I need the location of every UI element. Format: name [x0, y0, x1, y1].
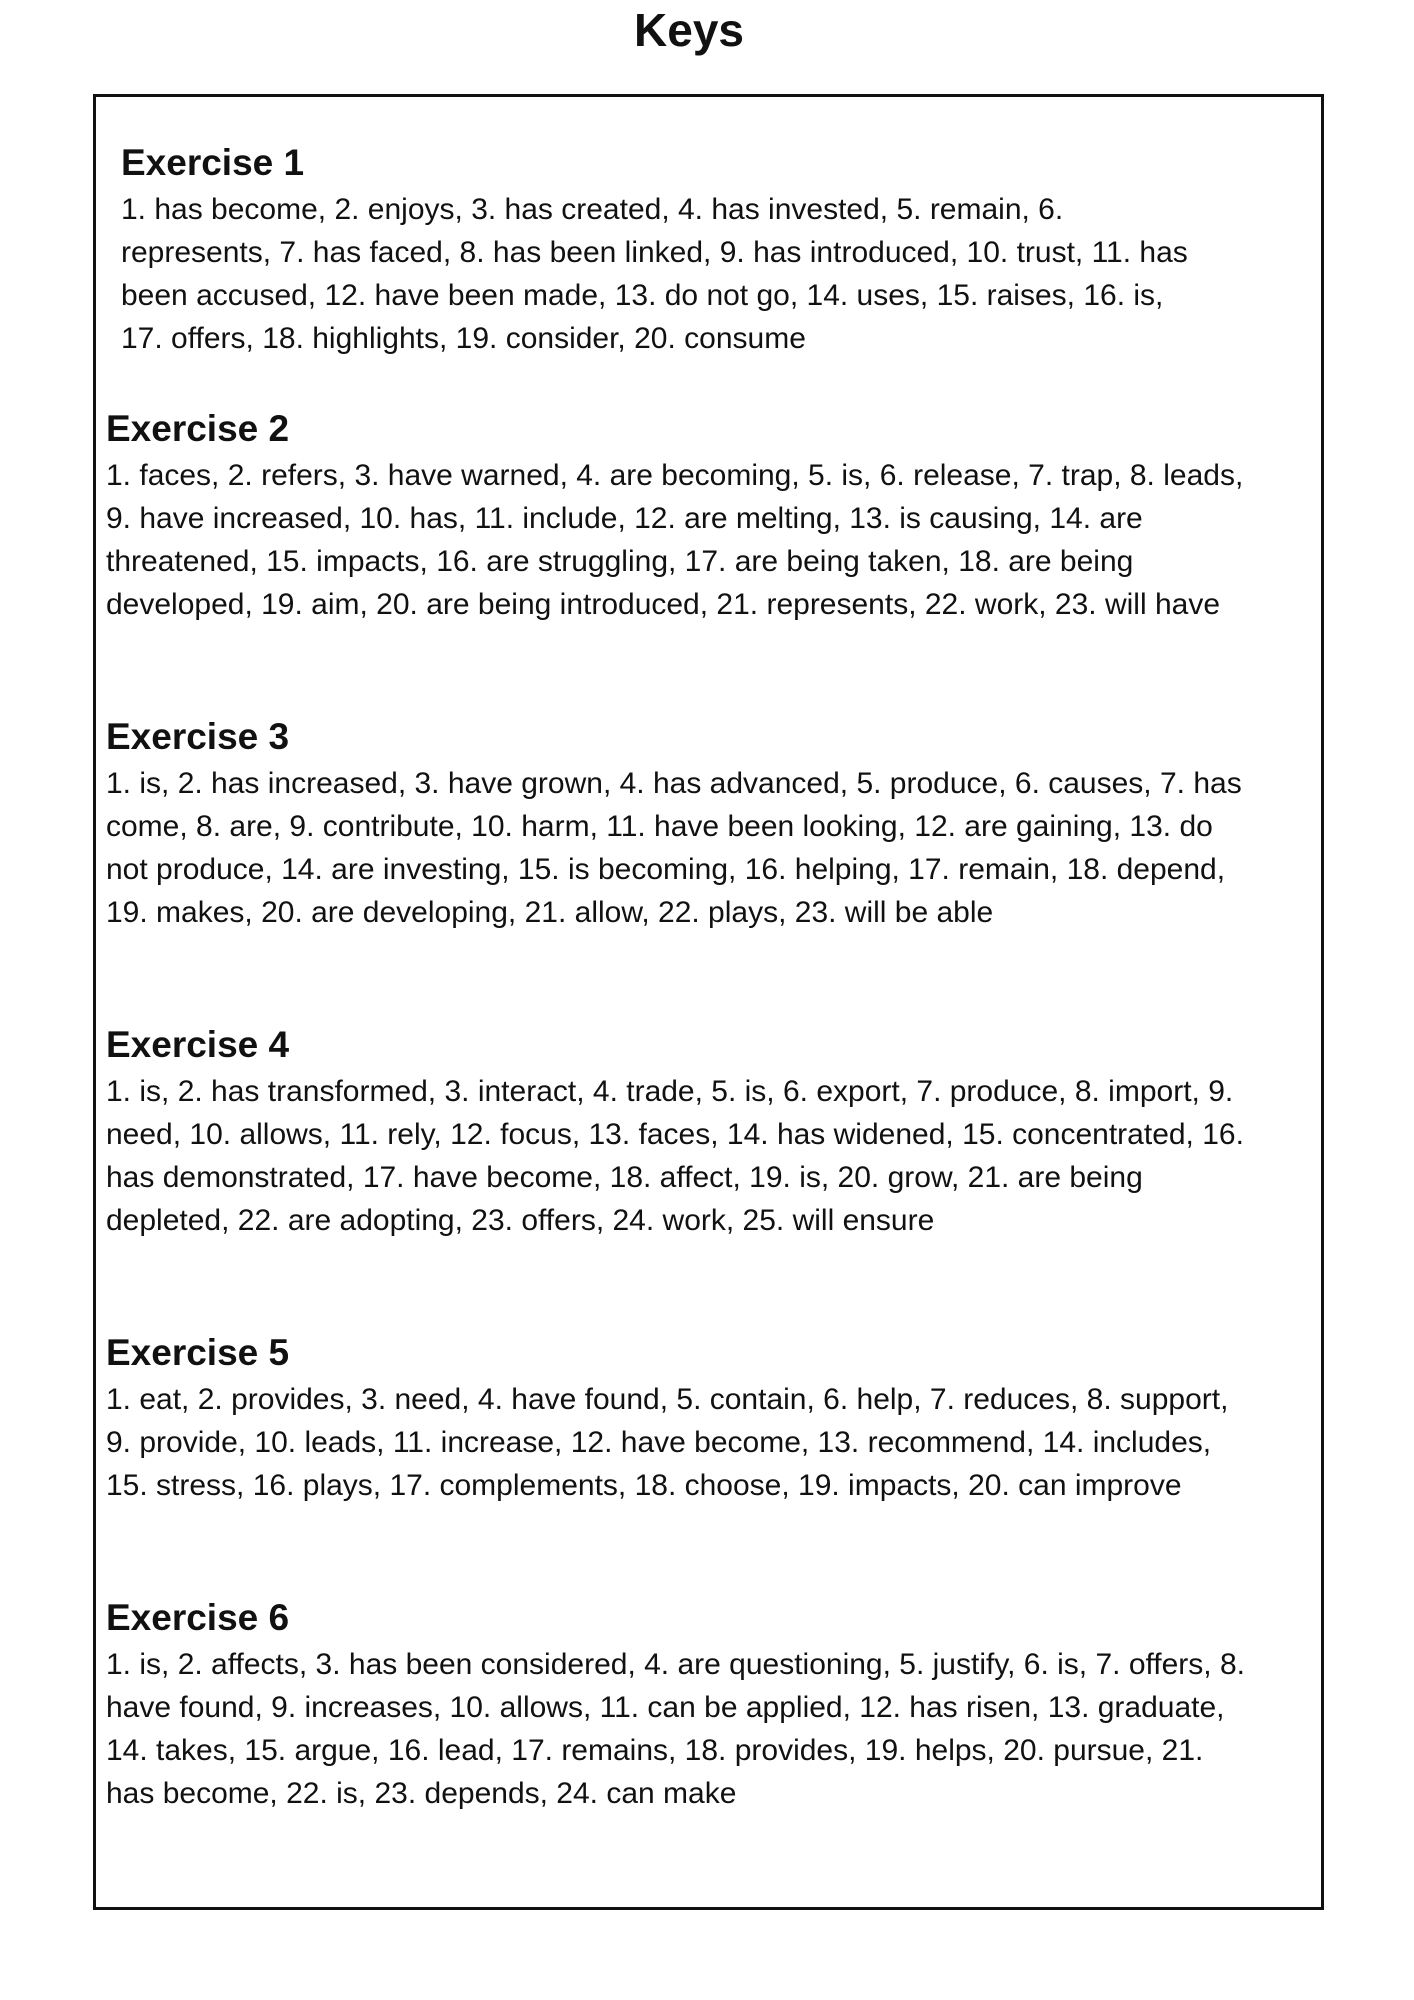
exercise-2	[106, 406, 1246, 626]
exercise-2-title: Exercise 2	[106, 408, 290, 449]
exercise-1	[121, 140, 1201, 360]
exercise-2-answers: 1. faces, 2. refers, 3. have warned, 4. are becoming, 5. is, 6. release, 7. trap, 8. leads, 9. have increased, 10. has, 11. include, 12. are melting, 13. is causing, 14. are threatened, 15. impacts, 16. are struggling, 17. are being taken, 18. are being developed, 19. aim, 20. are being introduced, 21. represents, 22. work, 23. will have	[106, 459, 1244, 621]
exercise-3-answers: 1. is, 2. has increased, 3. have grown, 4. has advanced, 5. produce, 6. causes, 7. has come, 8. are, 9. contribute, 10. harm, 11. have been looking, 12. are gaining, 13. do not produce, 14. are investing, 15. is becoming, 16. helping, 17. remain, 18. depend, 19. makes, 20. are developing, 21. allow, 22. plays, 23. will be able	[106, 767, 1242, 929]
exercise-6-answers: 1. is, 2. affects, 3. has been considered, 4. are questioning, 5. justify, 6. is, 7. offers, 8. have found, 9. increases, 10. allows, 11. can be applied, 12. has risen, 13. graduate, 14. takes, 15. argue, 16. lead, 17. remains, 18. provides, 19. helps, 20. pursue, 21. has become, 22. is, 23. depends, 24. can make	[106, 1648, 1245, 1810]
exercise-6	[106, 1595, 1246, 1815]
exercise-4-answers: 1. is, 2. has transformed, 3. interact, 4. trade, 5. is, 6. export, 7. produce, 8. import, 9. need, 10. allows, 11. rely, 12. focus, 13. faces, 14. has widened, 15. concentrated, 16. has demonstrated, 17. have become, 18. affect, 19. is, 20. grow, 21. are being depleted, 22. are adopting, 23. offers, 24. work, 25. will ensure	[106, 1075, 1244, 1237]
exercise-5-title: Exercise 5	[106, 1332, 290, 1373]
page-title: Keys	[634, 4, 744, 56]
exercise-3-title: Exercise 3	[106, 716, 290, 757]
exercise-5-answers: 1. eat, 2. provides, 3. need, 4. have found, 5. contain, 6. help, 7. reduces, 8. support, 9. provide, 10. leads, 11. increase, 12. have become, 13. recommend, 14. includes, 15. stress, 16. plays, 17. complements, 18. choose, 19. impacts, 20. can improve	[106, 1383, 1229, 1502]
exercise-3	[106, 714, 1246, 934]
exercise-4-title: Exercise 4	[106, 1024, 290, 1065]
exercise-1-answers: 1. has become, 2. enjoys, 3. has created, 4. has invested, 5. remain, 6. represents, 7. has faced, 8. has been linked, 9. has introduced, 10. trust, 11. has been accused, 12. have been made, 13. do not go, 14. uses, 15. raises, 16. is, 17. offers, 18. highlights, 19. consider, 20. consume	[121, 193, 1188, 355]
exercise-5	[106, 1330, 1246, 1507]
exercise-6-title: Exercise 6	[106, 1597, 290, 1638]
exercise-4	[106, 1022, 1246, 1242]
exercise-1-title: Exercise 1	[121, 142, 305, 183]
